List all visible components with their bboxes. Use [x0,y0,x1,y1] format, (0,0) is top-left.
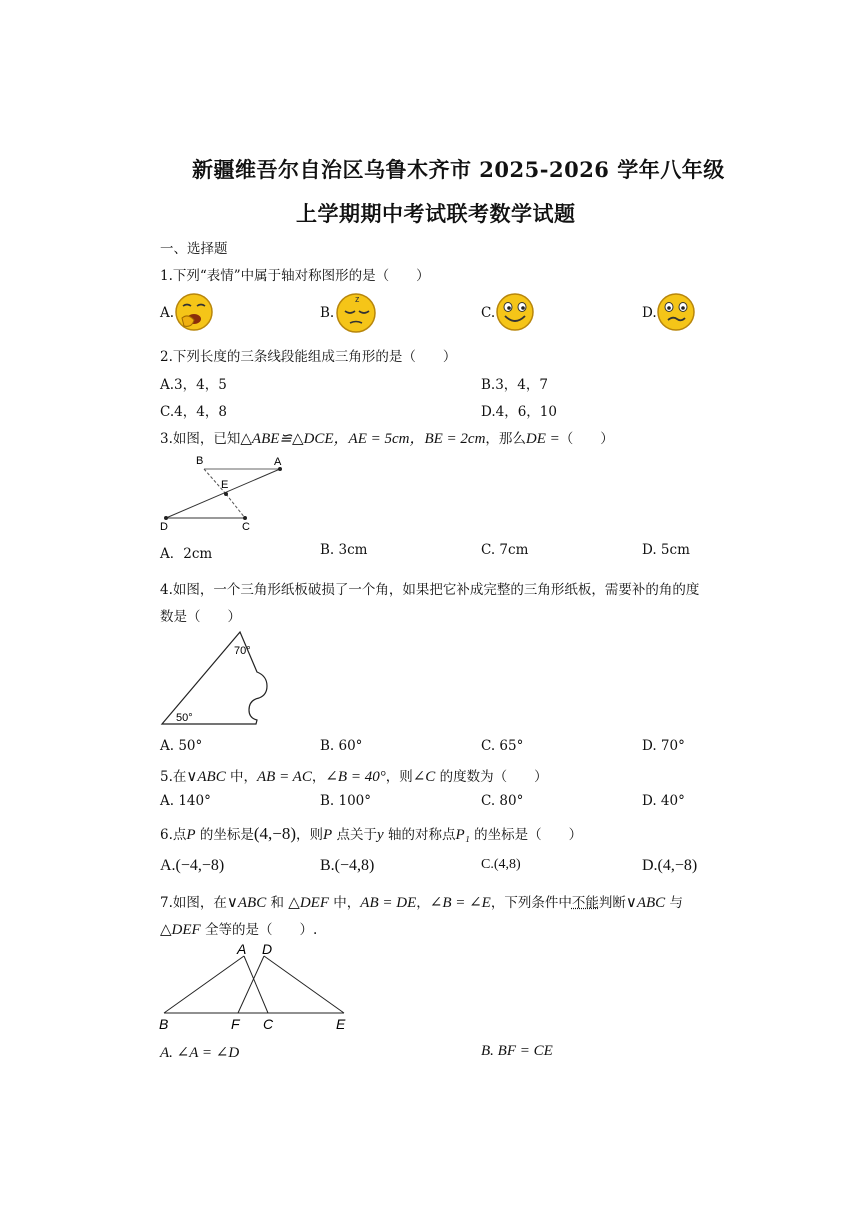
q5-option-b: B. 100° [320,793,372,809]
q3-option-c: C. 7cm [481,542,529,558]
q1-option-c-label: C. [481,305,496,321]
question-5-stem: 5.在∨ABC 中，AB = AC，∠B = 40°，则∠C 的度数为（ ） [160,769,548,785]
q3-option-d: D. 5cm [642,542,690,558]
question-1-stem: 1.下列“表情”中属于轴对称图形的是（ ） [160,268,430,284]
q7-condition-angle: ∠B = ∠E [429,895,491,911]
q7-condition-ab: AB = DE [360,895,417,911]
q6-option-c: C.(4,8) [481,857,521,872]
q3-option-a: A．2cm [160,546,213,562]
q7-label-d: D [262,941,273,957]
confused-face-icon [656,292,696,332]
q4-option-b: B. 60° [320,738,363,754]
q3-condition-be: BE = 2cm [424,431,486,447]
q5-option-a: A. 140° [160,793,211,809]
q7-label-a: A [237,941,247,957]
q4-option-a: A. 50° [160,738,203,754]
q7-option-a: A. ∠A = ∠D [160,1045,240,1061]
smiling-face-icon [495,292,535,332]
q3-label-b: B [196,455,204,467]
q2-option-a: A.3，4，5 [160,377,227,393]
q3-figure [156,452,296,534]
q2-option-b: B.3，4，7 [481,377,548,393]
q5-option-c: C. 80° [481,793,524,809]
q4-angle-top: 70° [234,645,251,657]
q1-option-a-label: A. [160,305,175,321]
question-6-stem: 6.点P 的坐标是(4,−8)，则P 点关于y 轴的对称点P₁ 的坐标是（ ） [160,824,583,843]
q5-ask: ∠C [412,769,436,785]
q2-option-c: C.4，4，8 [160,404,227,420]
q3-label-c: C [242,521,250,533]
q6-option-d: D.(4,−8) [642,857,698,874]
q1-option-d-label: D. [642,305,657,321]
yawning-face-icon [174,292,214,332]
page-title-line2: 上学期期中考试联考数学试题 [296,201,576,226]
q1-option-b-label: B. [320,305,335,321]
q3-condition-ae: ，AE = 5cm， [333,431,425,447]
q3-option-b: B. 3cm [320,542,368,558]
q5-option-d: D. 40° [642,793,685,809]
q4-option-d: D. 70° [642,738,685,754]
page-title-line1: 新疆维吾尔自治区乌鲁木齐市 2025-2026 学年八年级 [192,157,725,182]
q3-label-e: E [221,479,229,491]
q2-option-d: D.4，6，10 [481,404,557,420]
q3-congruence: △ABE≌△DCE [240,431,334,447]
q5-triangle: ∨ABC [186,769,226,785]
q7-label-c: C [263,1016,274,1032]
q6-coordinate: (4,−8) [253,824,297,843]
q4-option-c: C. 65° [481,738,524,754]
question-7-stem-line1: 7.如图，在∨ABC 和 △DEF 中，AB = DE，∠B = ∠E，下列条件中不能判断∨ABC 与 [160,895,683,911]
q7-label-b: B [159,1016,169,1032]
question-7-stem-line2: △DEF 全等的是（ ）. [160,922,318,938]
q6-option-b: B.(−4,8) [320,857,375,874]
q7-label-f: F [231,1016,240,1032]
q7-label-e: E [336,1016,346,1032]
q7-emphasis: 不能 [571,895,599,911]
q4-angle-left: 50° [176,712,193,724]
q5-condition-angle: ∠B = 40° [325,769,386,785]
question-2-stem: 2.下列长度的三条线段能组成三角形的是（ ） [160,349,457,365]
q5-condition-ab: AB = AC [257,769,312,785]
q4-figure [158,628,283,730]
q3-label-a: A [274,456,282,468]
question-4-stem-line2: 数是（ ） [160,609,241,625]
q3-label-d: D [160,521,168,533]
sleeping-face-icon [334,290,378,334]
q3-ask: DE = [525,431,560,447]
svg-text:z: z [355,294,360,304]
q7-figure [156,940,356,1035]
section-heading: 一、选择题 [160,241,228,257]
q6-option-a: A.(−4,−8) [160,857,225,874]
q7-option-b: B. BF = CE [481,1043,553,1059]
question-3-stem: 3.如图，已知△ABE≌△DCE，AE = 5cm，BE = 2cm，那么DE =（ ） [160,431,614,447]
question-4-stem-line1: 4.如图，一个三角形纸板破损了一个角，如果把它补成完整的三角形纸板，需要补的角的度 [160,582,700,598]
